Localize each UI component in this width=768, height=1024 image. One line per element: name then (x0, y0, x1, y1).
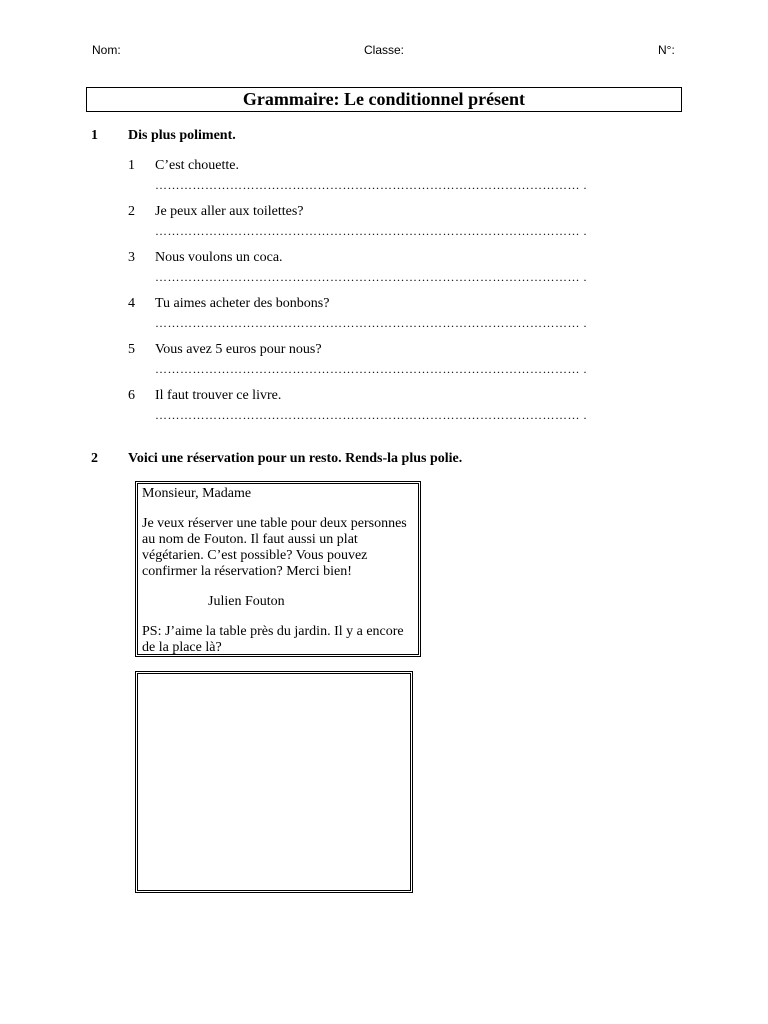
item-text: Vous avez 5 euros pour nous? (155, 342, 322, 357)
section2-number: 2 (91, 451, 98, 466)
letter-ps: PS: J’aime la table près du jardin. Il y a encore de la place là? (142, 624, 404, 655)
answer-line[interactable]: ………………………………………………………………………………………… . (155, 408, 587, 422)
letter-body: Je veux réserver une table pour deux personnes au nom de Fouton. Il faut aussi un plat végétarien. C’est possible? Vous pouvez confirmer la réservation? Merci bien! (142, 516, 407, 579)
answer-line[interactable]: ………………………………………………………………………………………… . (155, 362, 587, 376)
page-header (0, 43, 768, 59)
item-number: 1 (128, 158, 135, 173)
section1-number: 1 (91, 128, 98, 143)
page-title: Grammaire: Le conditionnel présent (86, 87, 682, 112)
item-text: Tu aimes acheter des bonbons? (155, 296, 330, 311)
section2-title: Voici une réservation pour un resto. Rends-la plus polie. (128, 451, 463, 466)
answer-line[interactable]: ………………………………………………………………………………………… . (155, 178, 587, 192)
item-number: 4 (128, 296, 135, 311)
item-number: 6 (128, 388, 135, 403)
numero-label: N°: (658, 43, 675, 57)
item-text: Il faut trouver ce livre. (155, 388, 282, 403)
item-text: Je peux aller aux toilettes? (155, 204, 304, 219)
reservation-letter (135, 481, 421, 657)
section1-title: Dis plus poliment. (128, 128, 236, 143)
answer-box[interactable] (135, 671, 413, 893)
item-number: 3 (128, 250, 135, 265)
letter-greeting: Monsieur, Madame (142, 486, 252, 501)
answer-line[interactable]: ………………………………………………………………………………………… . (155, 316, 587, 330)
answer-line[interactable]: ………………………………………………………………………………………… . (155, 224, 587, 238)
letter-signature: Julien Fouton (208, 594, 285, 609)
item-text: C’est chouette. (155, 158, 239, 173)
item-number: 5 (128, 342, 135, 357)
item-text: Nous voulons un coca. (155, 250, 283, 265)
nom-label: Nom: (92, 43, 121, 57)
answer-line[interactable]: ………………………………………………………………………………………… . (155, 270, 587, 284)
classe-label: Classe: (364, 43, 405, 57)
item-number: 2 (128, 204, 135, 219)
